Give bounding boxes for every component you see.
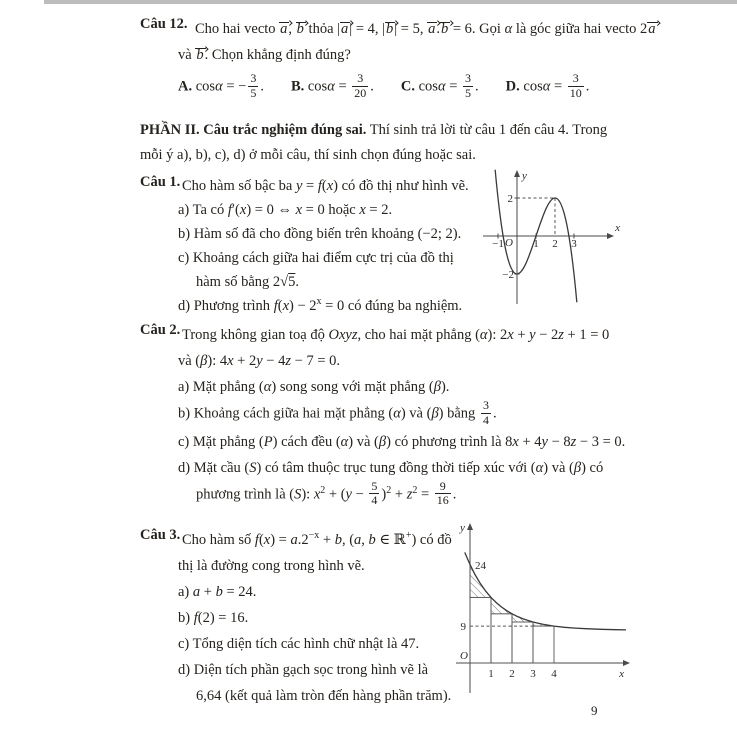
scan-edge-artifact [44, 0, 737, 4]
question-1-label: Câu 1. [140, 174, 181, 190]
question-12 [140, 16, 656, 102]
x-axis-label: x [615, 222, 620, 234]
question-1-intro: Cho hàm số bậc ba y = f(x) có đồ thị như hình vẽ. [182, 178, 469, 194]
question-1-item-b: b) Hàm số đã cho đồng biến trên khoảng (−2; 2). [178, 226, 462, 242]
answer-option-d: D. cosα = $\frac{3}{10}$ . [505, 71, 590, 100]
page-number: 9 [591, 703, 598, 718]
answer-option-a: A. cosα = − $\frac{3}{5}$ . [178, 71, 264, 100]
x-axis-arrow [623, 660, 630, 666]
question-2 [140, 322, 660, 509]
y-label-9: 9 [460, 621, 466, 633]
question-3-item-d: d) Diện tích phần gạch sọc trong hình vẽ là [178, 662, 429, 678]
y-axis-label: y [522, 170, 527, 182]
riemann-rect-2 [491, 614, 512, 663]
riemann-rect-3 [512, 622, 533, 663]
x-tick-label-1: 1 [488, 668, 494, 680]
part-2-header [140, 118, 640, 168]
y-tick-label-neg2: −2 [502, 269, 514, 281]
answer-option-b: B. cosα = $\frac{3}{20}$ . [290, 71, 374, 100]
question-3-item-a: a) a + b = 24. [178, 584, 257, 600]
cubic-graph-svg [477, 166, 629, 308]
riemann-rect-1 [470, 597, 491, 663]
exponential-curve [465, 552, 626, 630]
question-3-item-d-cont: 6,64 (kết quả làm tròn đến hàng phần trăm). [196, 688, 452, 704]
x-tick-label-2: 2 [509, 668, 515, 680]
x-tick-label-3: 3 [530, 668, 536, 680]
cubic-graph-figure [477, 166, 629, 313]
question-1-item-d: d) Phương trình $f(x) - 2^x = 0$ có đúng ba nghiệm. [178, 296, 463, 314]
x-axis-label: x [619, 668, 624, 680]
y-axis-arrow [467, 523, 473, 530]
part-2-header-line-2: mỗi ý a), b), c), d) ở mỗi câu, thí sinh chọn đúng hoặc sai. [140, 147, 476, 163]
part-2-header-line-1: PHẦN II. Câu trắc nghiệm đúng sai. Thí sinh trả lời từ câu 1 đến câu 4. Trong [140, 122, 608, 138]
question-2-item-d: d) Mặt cầu (S) có tâm thuộc trục tung đồng thời tiếp xúc với (α) và (β) có [178, 459, 604, 476]
x-tick-label-neg1: −1 [492, 238, 504, 250]
x-tick-label-3: 3 [571, 238, 577, 250]
question-12-label: Câu 12. [140, 16, 188, 32]
answer-option-c: C. cosα = $\frac{3}{5}$ . [400, 71, 479, 100]
question-3-label: Câu 3. [140, 527, 181, 543]
answer-options-row [140, 73, 640, 102]
question-2-intro-cont: và (β): 4x + 2y − 4z − 7 = 0. [178, 353, 340, 369]
question-1-item-c: c) Khoảng cách giữa hai điểm cực trị của đồ thị [178, 250, 454, 266]
y-label-24: 24 [475, 560, 486, 572]
origin-label: O [505, 237, 513, 249]
x-axis-arrow [607, 233, 614, 239]
exponential-graph-svg [456, 519, 636, 697]
question-2-item-d-cont: phương trình là (S): $x^2 + (y$ − $\frac{5}{4}$ )$^2 + z^2$ = $\frac{9}{16}$ . [196, 478, 457, 508]
x-tick-label-1: 1 [533, 238, 539, 250]
y-axis-arrow [514, 170, 520, 177]
question-12-line-2: và b. Chọn khẳng định đúng? [178, 47, 351, 63]
question-1-item-c-cont: hàm số bằng 2√5. [196, 274, 300, 290]
origin-label: O [460, 650, 468, 662]
question-3-item-c: c) Tổng diện tích các hình chữ nhật là 47. [178, 636, 420, 652]
question-3-item-b: b) f(2) = 16. [178, 610, 249, 626]
riemann-rect-4 [533, 626, 554, 663]
question-2-intro: Trong không gian toạ độ Oxyz, cho hai mặt phẳng (α): 2x + y − 2z + 1 = 0 [182, 327, 610, 343]
x-tick-label-4: 4 [551, 668, 557, 680]
question-12-line-1: Cho hai vecto a, b thỏa |a| = 4, |b| = 5, a.b = 6. Gọi α là góc giữa hai vecto 2a [195, 21, 656, 37]
question-2-item-a: a) Mặt phẳng (α) song song với mặt phẳng (β). [178, 379, 450, 395]
question-2-item-b: b) Khoảng cách giữa hai mặt phẳng (α) và (β) bằng $\frac{3}{4}$ . [178, 398, 497, 427]
x-tick-label-2: 2 [552, 238, 558, 250]
y-tick-label-2: 2 [507, 193, 513, 205]
question-3 [140, 527, 480, 709]
question-1-item-a: a) Ta có f′(x) = 0 ⇔ x = 0 hoặc x = 2. [178, 202, 393, 218]
question-3-intro-cont: thị là đường cong trong hình vẽ. [178, 558, 365, 574]
question-2-item-c: c) Mặt phẳng (P) cách đều (α) và (β) có phương trình là 8x + 4y − 8z − 3 = 0. [178, 433, 626, 450]
question-2-label: Câu 2. [140, 322, 181, 338]
question-1 [140, 174, 485, 318]
exponential-graph-figure [456, 519, 636, 702]
y-axis-label: y [460, 522, 465, 534]
question-3-intro: Cho hàm số $f(x) = a.2^{-x} + b$, (a, b ∈ ℝ+) có đồ [182, 530, 452, 548]
